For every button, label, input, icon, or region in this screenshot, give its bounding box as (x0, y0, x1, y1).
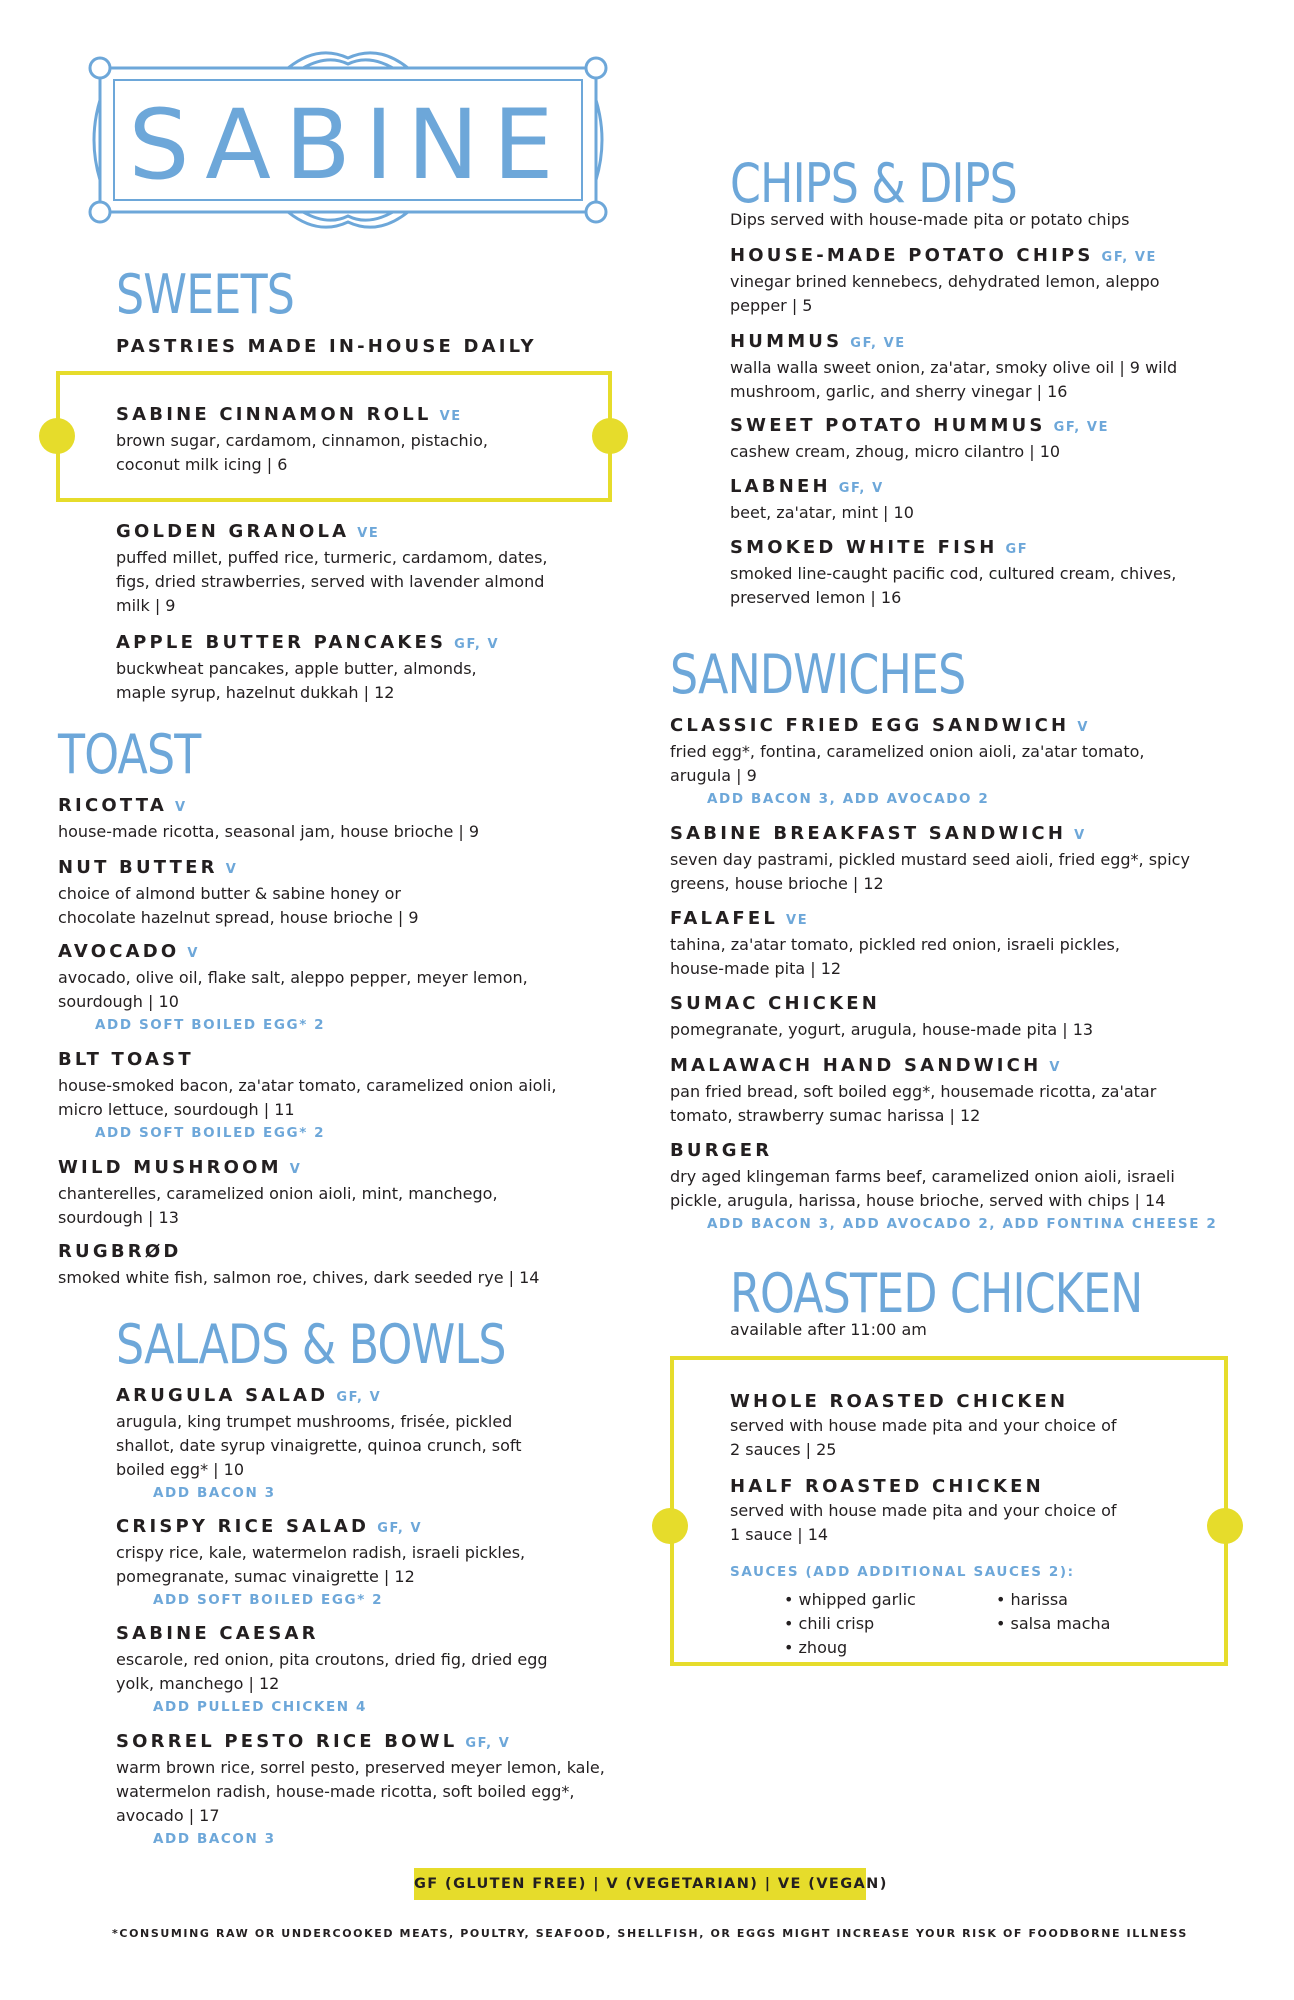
menu-item: BLT TOAST house-smoked bacon, za'atar tomato, caramelized onion aioli, micro lettuce, sourdough | 11 ADD SOFT BOILED EGG* 2 (58, 1049, 557, 1141)
sauce-list-right (996, 1588, 1110, 1636)
menu-item: WHOLE ROASTED CHICKEN served with house made pita and your choice of 2 sauces | 25 (730, 1391, 1117, 1459)
chips-title: CHIPS & DIPS (730, 152, 1017, 215)
menu-item: BURGER dry aged klingeman farms beef, caramelized onion aioli, israeli pickle, arugula, harissa, house brioche, served with chips | 14 ADD BACON 3, ADD AVOCADO 2, ADD FONTINA CHEESE 2 (670, 1140, 1218, 1232)
disclaimer: *CONSUMING RAW OR UNDERCOOKED MEATS, POULTRY, SEAFOOD, SHELLFISH, OR EGGS MIGHT INCREASE YOUR RISK OF FOODBORNE ILLNESS (112, 1927, 1188, 1940)
menu-item: HUMMUS GF, VE walla walla sweet onion, za'atar, smoky olive oil | 9 wild mushroom, garlic, and sherry vinegar | 16 (730, 331, 1178, 401)
menu-item: LABNEH GF, V beet, za'atar, mint | 10 (730, 476, 914, 522)
menu-item: HALF ROASTED CHICKEN served with house made pita and your choice of 1 sauce | 14 (730, 1476, 1117, 1544)
menu-item: SORREL PESTO RICE BOWL GF, V warm brown rice, sorrel pesto, preserved meyer lemon, kale, watermelon radish, house-made ricotta, soft boiled egg*, avocado | 17 ADD BACON 3 (116, 1731, 605, 1847)
sauce-item: • zhoug (784, 1638, 848, 1657)
menu-item: SWEET POTATO HUMMUS GF, VE cashew cream, zhoug, micro cilantro | 10 (730, 415, 1110, 461)
sabine-logo (88, 40, 608, 240)
menu-item: WILD MUSHROOM V chanterelles, caramelized onion aioli, mint, manchego, sourdough | 13 (58, 1157, 498, 1227)
menu-item: SUMAC CHICKEN pomegranate, yogurt, arugula, house-made pita | 13 (670, 993, 1094, 1039)
logo-text: SABINE (128, 89, 568, 201)
featured-dot-right (592, 418, 628, 454)
sauces-title: SAUCES (ADD ADDITIONAL SAUCES 2): (730, 1564, 1075, 1580)
menu-item: FALAFEL VE tahina, za'atar tomato, pickled red onion, israeli pickles, house-made pita | 12 (670, 908, 1120, 978)
menu-item: SABINE CINNAMON ROLL VE brown sugar, cardamom, cinnamon, pistachio, coconut milk icing | 6 (116, 404, 488, 474)
chicken-dot-left (652, 1508, 688, 1544)
chicken-dot-right (1207, 1508, 1243, 1544)
menu-item: RUGBRØD smoked white fish, salmon roe, chives, dark seeded rye | 14 (58, 1241, 540, 1287)
sauce-item: • salsa macha (996, 1614, 1111, 1633)
menu-item: SMOKED WHITE FISH GF smoked line-caught pacific cod, cultured cream, chives, preserved lemon | 16 (730, 537, 1177, 607)
menu-item: CRISPY RICE SALAD GF, V crispy rice, kale, watermelon radish, israeli pickles, pomegranate, sumac vinaigrette | 12 ADD SOFT BOILED EGG* 2 (116, 1516, 526, 1608)
sweets-title: SWEETS (116, 263, 295, 326)
salads-title: SALADS & BOWLS (116, 1313, 506, 1376)
menu-item: ARUGULA SALAD GF, V arugula, king trumpet mushrooms, frisée, pickled shallot, date syrup vinaigrette, quinoa crunch, soft boiled egg* | 10 ADD BACON 3 (116, 1385, 522, 1501)
menu-item: HOUSE-MADE POTATO CHIPS GF, VE vinegar brined kennebecs, dehydrated lemon, aleppo pepper | 5 (730, 245, 1160, 315)
menu-item: RICOTTA V house-made ricotta, seasonal jam, house brioche | 9 (58, 795, 480, 841)
sauce-item: • whipped garlic (784, 1590, 916, 1609)
menu-item: SABINE CAESAR escarole, red onion, pita croutons, dried fig, dried egg yolk, manchego | 12 ADD PULLED CHICKEN 4 (116, 1623, 548, 1715)
diet-legend: GF (GLUTEN FREE) | V (VEGETARIAN) | VE (VEGAN) (414, 1868, 866, 1900)
menu-item: APPLE BUTTER PANCAKES GF, V buckwheat pancakes, apple butter, almonds, maple syrup, hazelnut dukkah | 12 (116, 632, 500, 702)
menu-item: NUT BUTTER V choice of almond butter & sabine honey or chocolate hazelnut spread, house brioche | 9 (58, 857, 419, 927)
sandwiches-title: SANDWICHES (670, 643, 966, 706)
featured-dot-left (39, 418, 75, 454)
menu-item: GOLDEN GRANOLA VE puffed millet, puffed rice, turmeric, cardamom, dates, figs, dried strawberries, served with lavender almond milk | 9 (116, 521, 548, 615)
sauce-item: • chili crisp (784, 1614, 875, 1633)
sweets-subtitle: PASTRIES MADE IN-HOUSE DAILY (116, 336, 537, 357)
chips-subtitle: Dips served with house-made pita or potato chips (730, 210, 1130, 229)
sauce-item: • harissa (996, 1590, 1068, 1609)
menu-item: AVOCADO V avocado, olive oil, flake salt, aleppo pepper, meyer lemon, sourdough | 10 ADD SOFT BOILED EGG* 2 (58, 941, 528, 1033)
menu-item: MALAWACH HAND SANDWICH V pan fried bread, soft boiled egg*, housemade ricotta, za'atar tomato, strawberry sumac harissa | 12 (670, 1055, 1157, 1125)
sauce-list-left (784, 1588, 916, 1660)
menu-item: SABINE BREAKFAST SANDWICH V seven day pastrami, pickled mustard seed aioli, fried egg*, spicy greens, house brioche | 12 (670, 823, 1190, 893)
chicken-title: ROASTED CHICKEN (730, 1262, 1143, 1325)
toast-title: TOAST (58, 723, 201, 786)
menu-item: CLASSIC FRIED EGG SANDWICH V fried egg*, fontina, caramelized onion aioli, za'atar tomato, arugula | 9 ADD BACON 3, ADD AVOCADO 2 (670, 715, 1145, 807)
chicken-subtitle: available after 11:00 am (730, 1320, 927, 1339)
